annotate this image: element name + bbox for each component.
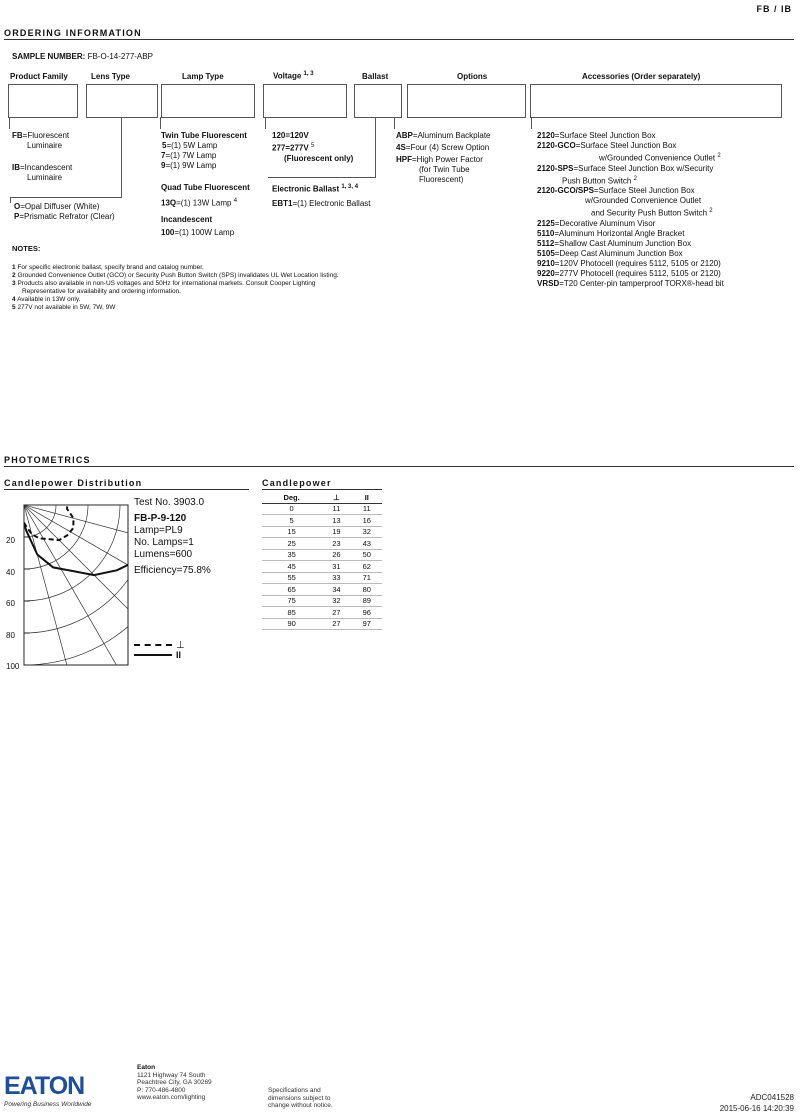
- polar-axis-labels: [6, 525, 19, 683]
- logo-text: EATON: [4, 1072, 85, 1100]
- col-ballast: Ballast: [362, 72, 389, 81]
- axis-label: 60: [6, 599, 15, 608]
- connector: [121, 117, 122, 197]
- table-cell: 13: [321, 515, 351, 527]
- notes-list: 1 For specific electronic ballast, specify brand and catalog number. 2 Grounded Convenience Outlet (GCO) or Security Push Button Switch (SPS) invalidates UL Wet Location listing. 3 Products also available in non-US voltages and 50Hz for international markets. Consult Cooper Lighting Representative for availability and ordering information. 4 Available in 13W only. 5 277V not available in 5W, 7W, 9W: [12, 264, 339, 311]
- polar-ring: [0, 493, 130, 665]
- table-cell: 25: [262, 538, 321, 550]
- table-header: Deg.: [262, 492, 321, 503]
- connector: [375, 117, 376, 177]
- table-cell: 27: [321, 607, 351, 619]
- legend-par-line: [134, 654, 172, 656]
- table-cell: 55: [262, 572, 321, 584]
- accessories-box: [530, 84, 782, 118]
- table-cell: 15: [262, 526, 321, 538]
- table-cell: 32: [321, 595, 351, 607]
- table-row: [262, 618, 382, 630]
- legend-par-label: II: [176, 650, 182, 660]
- table-cell: 23: [321, 538, 351, 550]
- table-cell: 50: [352, 549, 382, 561]
- axis-label: 100: [6, 662, 20, 671]
- lens-type-box: [86, 84, 158, 118]
- connector: [10, 197, 122, 198]
- table-cell: 16: [352, 515, 382, 527]
- lamp-type-list: Twin Tube Fluorescent 5=(1) 5W Lamp 7=(1) 7W Lamp 9=(1) 9W Lamp Quad Tube Fluorescent 13Q=(1) 13W Lamp $^4$ Incandescent 100=(1) 100W Lamp: [161, 131, 250, 237]
- table-cell: 33: [321, 572, 351, 584]
- ballast-list: Electronic Ballast $^{1, 3, 4}$ EBT1=(1) Electronic Ballast: [272, 184, 371, 208]
- options-box: [407, 84, 526, 118]
- chart-grid-group: [0, 493, 130, 668]
- col-lens-type: Lens Type: [91, 72, 130, 81]
- notes-title: NOTES:: [12, 244, 41, 253]
- document-code: FB / IB: [756, 4, 792, 14]
- doc-stamp: [720, 1092, 794, 1114]
- table-row: [262, 584, 382, 596]
- connector: [9, 117, 10, 129]
- table-cell: 90: [262, 618, 321, 630]
- table-cell: 89: [352, 595, 382, 607]
- photometrics-title: PHOTOMETRICS: [4, 455, 91, 465]
- product-family-list: FB=Fluorescent Luminaire IB=Incandescent Luminaire: [12, 131, 73, 182]
- axis-label: 40: [6, 567, 15, 577]
- photometrics-rule: [4, 466, 794, 467]
- test-info: Test No. 3903.0 FB-P-9-120 Lamp=PL9 No. Lamps=1 Lumens=600 Efficiency=75.8%: [134, 497, 211, 576]
- col-options: Options: [457, 72, 488, 81]
- table-cell: 43: [352, 538, 382, 550]
- table-row: [262, 595, 382, 607]
- polar-radial: [24, 505, 130, 641]
- table-cell: 34: [321, 584, 351, 596]
- col-product-family: Product Family: [10, 72, 68, 81]
- lens-type-list: O=Opal Diffuser (White) P=Prismatic Refrator (Clear): [14, 202, 115, 221]
- polar-radial: [24, 505, 130, 555]
- table-row: [262, 572, 382, 584]
- col-lamp-type: Lamp Type: [182, 72, 224, 81]
- connector: [268, 177, 376, 178]
- table-header: II: [352, 492, 382, 503]
- table-row: [262, 549, 382, 561]
- table-cell: 80: [352, 584, 382, 596]
- connector: [531, 117, 532, 129]
- col-accessories: Accessories (Order separately): [582, 72, 701, 81]
- distribution-rule: [4, 489, 249, 490]
- series-perpendicular: [24, 505, 74, 540]
- table-cell: 0: [262, 503, 321, 515]
- options-list: ABP=Aluminum Backplate 4S=Four (4) Screw Option HPF=High Power Factor (for Twin Tube Fluorescent): [396, 131, 491, 184]
- table-row: [262, 561, 382, 573]
- table-rule: [262, 489, 382, 490]
- table-cell: 97: [352, 618, 382, 630]
- table-cell: 65: [262, 584, 321, 596]
- lamp-type-box: [161, 84, 255, 118]
- doc-id: ADC041528: [750, 1093, 794, 1102]
- voltage-box: [263, 84, 347, 118]
- table-cell: 71: [352, 572, 382, 584]
- table-cell: 19: [321, 526, 351, 538]
- accessories-list: 2120=Surface Steel Junction Box 2120-GCO=Surface Steel Junction Box w/Grounded Convenience Outlet $^2$ 2120-SPS=Surface Steel Junction Box w/Security Push Button Switch $^2$ 2120-GCO/SPS=Surface Steel Junction Box w/Grounded Convenience Outlet and Security Push Button Switch $^2$ 2125=Decorative Aluminum Visor 5110=Aluminum Horizontal Angle Bracket 5112=Shallow Cast Aluminum Junction Box 5105=Deep Cast Aluminum Junction Box 9210=120V Photocell (requires 5112, 5105 or 2120) 9220=277V Photocell (requires 5112, 5105 or 2120) VRSD=T20 Center-pin tamperproof TORX®-head bit: [537, 131, 724, 288]
- table-cell: 45: [262, 561, 321, 573]
- timestamp: 2015-06-16 14:20:39: [719, 1104, 794, 1113]
- table-cell: 11: [352, 503, 382, 515]
- table-cell: 5: [262, 515, 321, 527]
- disclaimer: Specifications and dimensions subject to change without notice.: [268, 1087, 333, 1109]
- ordering-title: ORDERING INFORMATION: [4, 28, 142, 38]
- table-cell: 26: [321, 549, 351, 561]
- table-row: [262, 607, 382, 619]
- table-cell: 11: [321, 503, 351, 515]
- legend-perp-label: ⊥: [176, 639, 185, 651]
- table-cell: 75: [262, 595, 321, 607]
- table-cell: 31: [321, 561, 351, 573]
- table-row: [262, 538, 382, 550]
- distribution-title: Candlepower Distribution: [4, 478, 143, 488]
- col-voltage: Voltage $^{1, 3}$: [273, 71, 314, 81]
- ordering-rule: [4, 39, 794, 40]
- table-cell: 85: [262, 607, 321, 619]
- table-cell: 62: [352, 561, 382, 573]
- legend-perp-line: [134, 644, 172, 646]
- table-title: Candlepower: [262, 478, 332, 488]
- product-family-box: [8, 84, 78, 118]
- company-address: Eaton 1121 Highway 74 South Peachtree City, GA 30269 P: 770-486-4800 www.eaton.com/lighting: [137, 1064, 212, 1101]
- connector: [10, 197, 11, 203]
- polar-ring: [0, 493, 130, 633]
- chart-legend: [134, 640, 185, 660]
- table-cell: 35: [262, 549, 321, 561]
- ballast-box: [354, 84, 402, 118]
- table-row: [262, 515, 382, 527]
- eaton-logo: [4, 1074, 91, 1108]
- table-header: ⊥: [321, 492, 351, 503]
- table-cell: 96: [352, 607, 382, 619]
- table-cell: 32: [352, 526, 382, 538]
- axis-label: 80: [6, 630, 15, 640]
- voltage-list: 120=120V 277=277V $^5$ (Fluorescent only): [272, 131, 354, 163]
- sample-number: SAMPLE NUMBER: FB-O-14-277-ABP: [12, 52, 153, 61]
- axis-label: 20: [6, 536, 15, 545]
- connector: [265, 117, 266, 129]
- table-cell: 27: [321, 618, 351, 630]
- table-row: [262, 503, 382, 515]
- connector: [394, 117, 395, 129]
- polar-grid: [0, 493, 130, 668]
- tagline: Powering Business Worldwide: [4, 1101, 92, 1108]
- candlepower-table: [262, 492, 382, 630]
- table-row: [262, 526, 382, 538]
- candlepower-polar-chart: [0, 493, 130, 668]
- connector: [160, 117, 161, 129]
